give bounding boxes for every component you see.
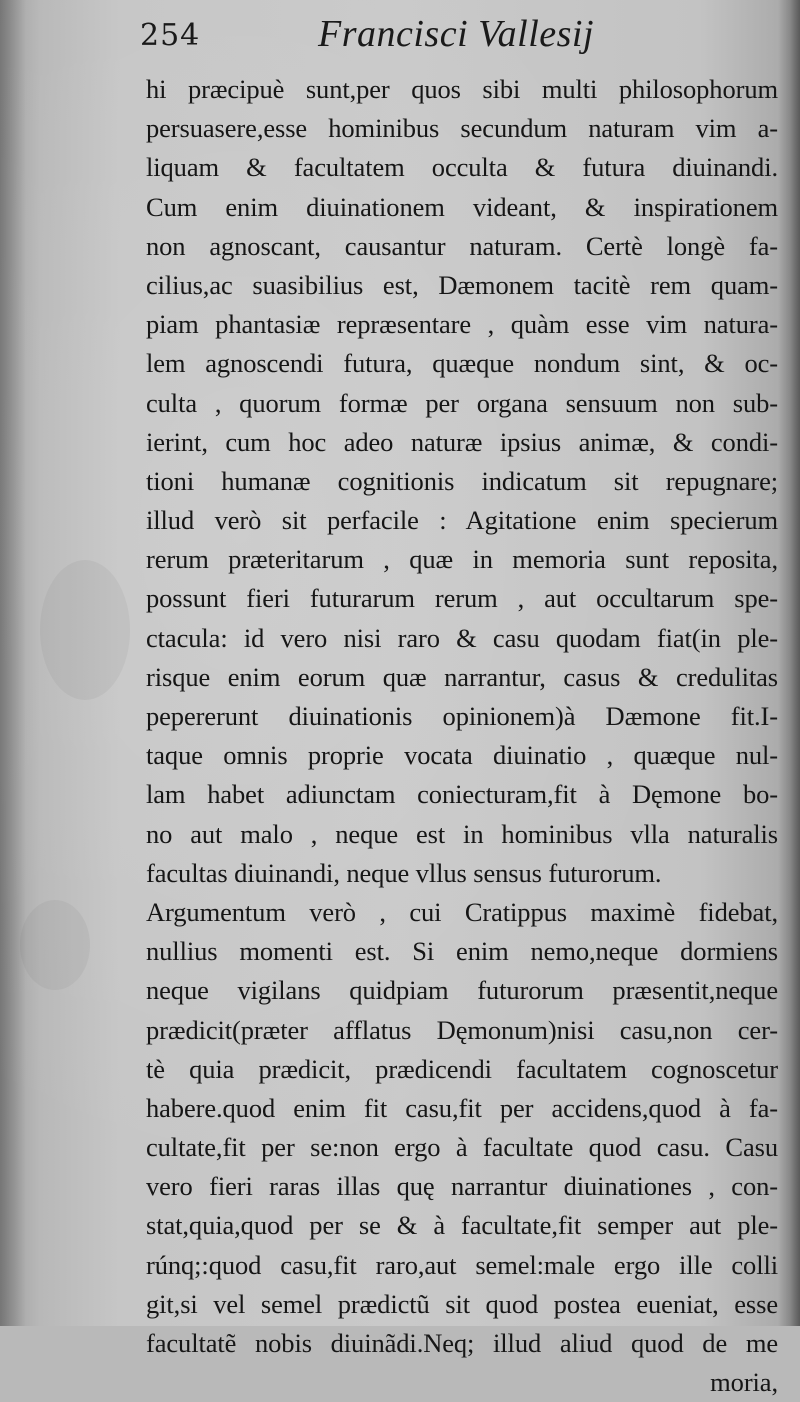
text-line: risque enim eorum quæ narrantur, casus & credulitas [146,661,778,692]
paper-stain [20,900,90,990]
text-line: possunt fieri futurarum rerum , aut occultarum spe- [146,583,778,614]
text-line: ctacula: id vero nisi raro & casu quodam fiat(in ple- [146,622,778,653]
running-title: Francisci Vallesij [318,13,595,55]
text-line: Cum enim diuinationem videant, & inspirationem [146,191,778,222]
text-line: hi præcipuè sunt,per quos sibi multi philosophorum [146,74,778,104]
text-line: persuasere,esse hominibus secundum naturam vim a- [146,113,778,144]
text-line: habere.quod enim fit casu,fit per accidens,quod à fa- [146,1092,778,1123]
text-line: tioni humanæ cognitionis indicatum sit repugnare; [146,465,778,496]
text-line: tè quia prædicit, prædicendi facultatem cognoscetur [146,1053,778,1084]
text-line: stat,quia,quod per se & à facultate,fit semper aut ple- [146,1210,778,1241]
page-edge-shadow [778,0,800,1326]
text-line: rúnq;:quod casu,fit raro,aut semel:male ergo ille colli [146,1249,778,1280]
text-line: Argumentum verò , cui Cratippus maximè fidebat, [146,896,778,927]
text-line: vero fieri raras illas quę narrantur diuinationes , con- [146,1171,778,1202]
spine-shadow [0,0,26,1326]
text-line: neque vigilans quidpiam futurorum præsentit,neque [146,975,778,1006]
text-line: cilius,ac suasibilius est, Dæmonem tacitè rem quam- [146,269,778,300]
text-line: git,si vel semel prædictũ sit quod postea eueniat, esse [146,1288,778,1319]
catchword: moria, [710,1367,778,1398]
text-line: cultate,fit per se:non ergo à facultate quod casu. Casu [146,1132,778,1163]
text-line: liquam & facultatem occulta & futura diuinandi. [146,152,778,183]
text-line: piam phantasiæ repræsentare , quàm esse vim natura- [146,309,778,340]
text-line: facultatẽ nobis diuinãdi.Neq; illud aliud quod de me [146,1328,778,1358]
text-line: no aut malo , neque est in hominibus vlla naturalis [146,818,778,849]
text-line: lem agnoscendi futura, quæque nondum sint, & oc- [146,348,778,379]
text-line: prædicit(præter afflatus Dęmonum)nisi casu,non cer- [146,1014,778,1045]
text-line: culta , quorum formæ per organa sensuum non sub- [146,387,778,418]
text-line: illud verò sit perfacile : Agitatione enim specierum [146,505,778,536]
page-number: 254 [140,18,201,53]
text-line: pepererunt diuinationis opinionem)à Dæmone fit.I- [146,701,778,731]
text-line: lam habet adiunctam coniecturam,fit à Dęmone bo- [146,779,778,810]
paper-stain [40,560,130,700]
text-line: taque omnis proprie vocata diuinatio , quæque nul- [146,740,778,771]
text-line: rerum præteritarum , quæ in memoria sunt reposita, [146,544,778,575]
body-text [146,70,778,1402]
text-line: facultas diuinandi, neque vllus sensus futurorum. [146,857,662,888]
page-header [140,12,760,62]
text-line: non agnoscant, causantur naturam. Certè longè fa- [146,230,778,261]
text-line: nullius momenti est. Si enim nemo,neque dormiens [146,936,778,967]
text-line: ierint, cum hoc adeo naturæ ipsius animæ, & condi- [146,426,778,457]
